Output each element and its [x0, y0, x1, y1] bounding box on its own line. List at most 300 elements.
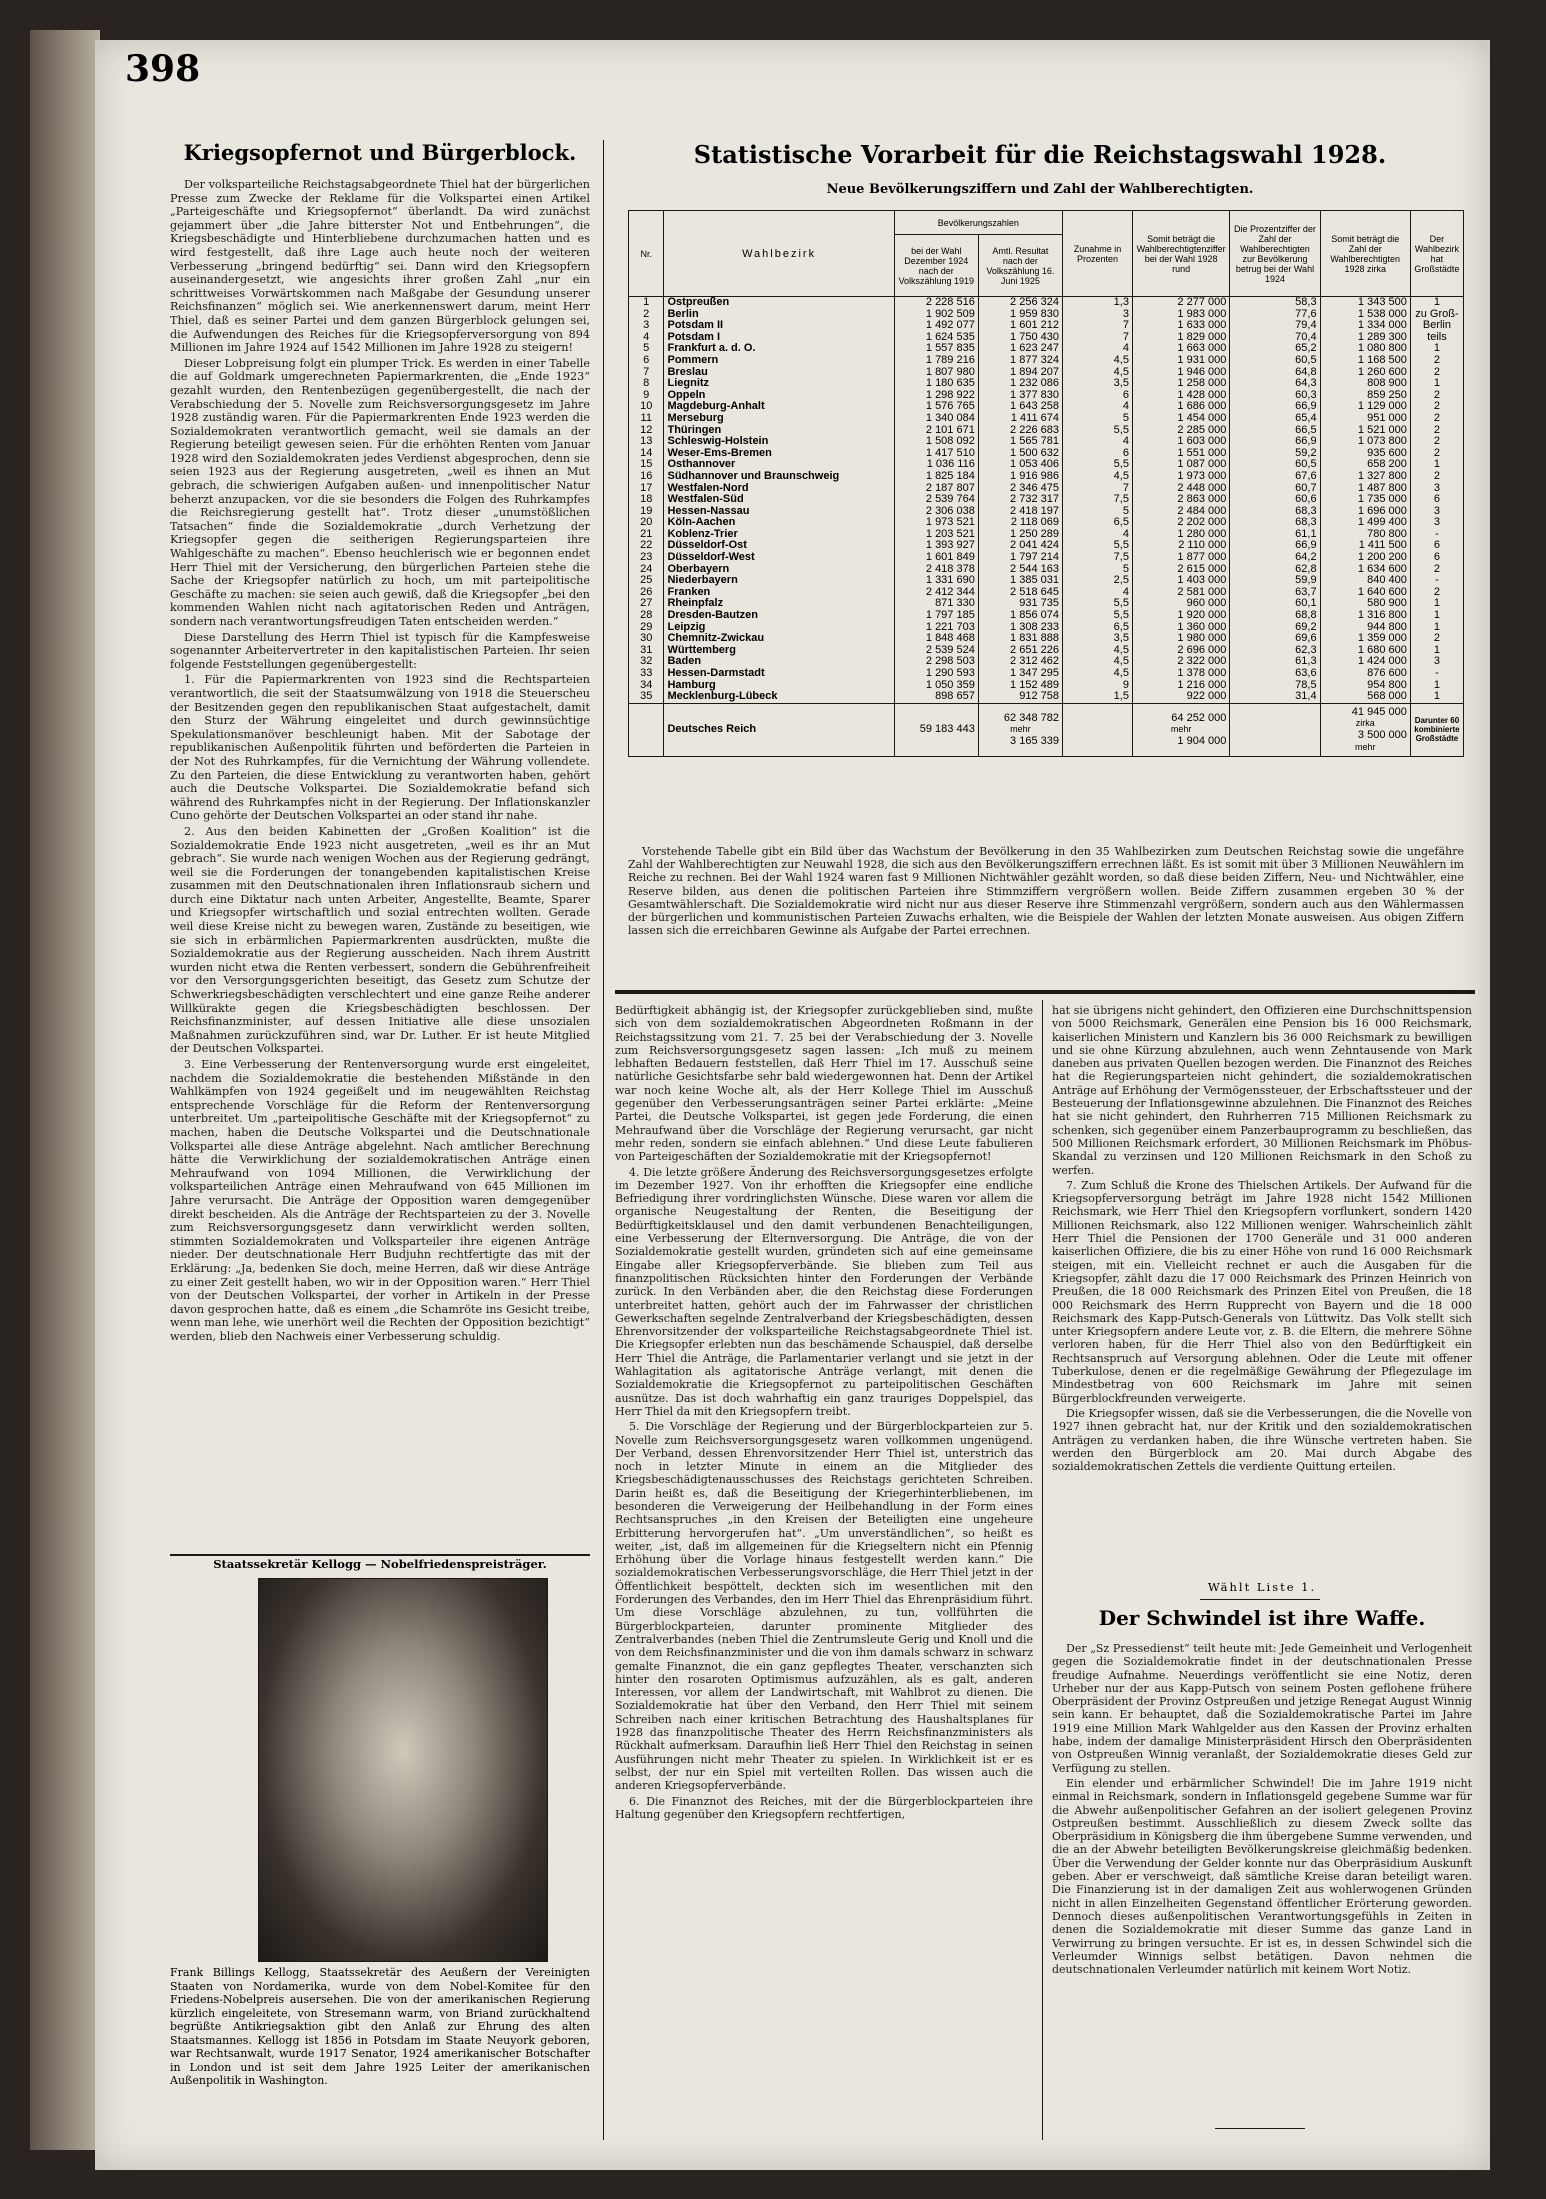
- table-cell-b24: 2 298 503: [894, 656, 978, 668]
- table-cell-name: Berlin: [664, 309, 894, 321]
- table-cell-name: Breslau: [664, 367, 894, 379]
- table-cell-z: 5,5: [1062, 540, 1132, 552]
- table-cell-g: 3: [1410, 517, 1463, 529]
- table-cell-nr: 8: [629, 378, 664, 390]
- table-cell-nr: 26: [629, 587, 664, 599]
- table-cell-z: 5,5: [1062, 425, 1132, 437]
- table-cell-b25: 2 312 462: [978, 656, 1062, 668]
- table-cell-b24: 1 298 922: [894, 390, 978, 402]
- table-cell-w24: 1 680 600: [1320, 645, 1410, 657]
- table-cell-z: 5: [1062, 564, 1132, 576]
- table-cell-w: 1 983 000: [1132, 309, 1229, 321]
- table-cell-name: Südhannover und Braunschweig: [664, 471, 894, 483]
- table-cell-z: 3,5: [1062, 378, 1132, 390]
- left-paragraph: Der volksparteiliche Reichstagsabgeordnete Thiel hat der bürgerlichen Presse zum Zwecke der Reklame für die Volkspartei einen Artikel „Parteigeschäfte und Kriegsopfernot“ überlandt. Da wird zunächst gejammert über „die Jahre bitterster Not und Entbehrungen“, die Kriegsbeschädigte und Hinterbliebene durchzumachen hatten und es wird festgestellt, daß ihre Lage auch heute noch der weiteren Verbesserung „bringend bedürftig“ sei. Dann wird den Kriegsopfern auseinandergesetzt, wie angesichts ihrer großen Zahl „nur ein schrittweises Vorwärtskommen nach Maßgabe der Gesundung unserer Reichsfinanzen“ möglich sei. Wie anerkennenswert darum, meint Herr Thiel, daß es seiner Partei und dem ganzen Bürgerblock gelungen sei, die Aufwendungen des Reiches für die Kriegsopferversorgung von 894 Millionen im Jahre 1924 auf 1542 Millionen im Jahre 1928 zu steigern!: [170, 178, 590, 355]
- table-subheadline: Neue Bevölkerungsziffern und Zahl der Wahlberechtigten.: [826, 182, 1254, 197]
- table-cell-b24: 898 657: [894, 691, 978, 703]
- table-cell-name: Düsseldorf-West: [664, 552, 894, 564]
- total-grossstaedte: Darunter 60 kombinierte Großstädte: [1410, 703, 1463, 756]
- table-cell-name: Oberbayern: [664, 564, 894, 576]
- table-cell-p: 66,9: [1230, 540, 1320, 552]
- table-cell-b25: 1 916 986: [978, 471, 1062, 483]
- table-cell-nr: 23: [629, 552, 664, 564]
- photo-top-rule: [170, 1554, 590, 1556]
- table-cell-p: 62,3: [1230, 645, 1320, 657]
- table-cell-b24: 1 557 835: [894, 343, 978, 355]
- table-cell-w24: 876 600: [1320, 668, 1410, 680]
- table-cell-g: -: [1410, 575, 1463, 587]
- header-wahlberechtigte-1924: Somit beträgt die Zahl der Wahlberechtigten 1928 zirka: [1320, 211, 1410, 297]
- table-cell-b25: 1 232 086: [978, 378, 1062, 390]
- table-cell-b24: 1 848 468: [894, 633, 978, 645]
- table-cell-g: 1: [1410, 297, 1463, 309]
- table-cell-p: 31,4: [1230, 691, 1320, 703]
- table-cell-p: 64,2: [1230, 552, 1320, 564]
- table-cell-w24: 1 343 500: [1320, 297, 1410, 309]
- header-wahlberechtigte: Somit beträgt die Wahlberechtigtenziffer bei der Wahl 1928 rund: [1132, 211, 1229, 297]
- table-cell-name: Chemnitz-Zwickau: [664, 633, 894, 645]
- table-cell-w24: 1 634 600: [1320, 564, 1410, 576]
- table-cell-name: Mecklenburg-Lübeck: [664, 691, 894, 703]
- table-row: [629, 552, 1464, 564]
- total-w-cell: [1132, 703, 1229, 756]
- table-cell-nr: 35: [629, 691, 664, 703]
- table-cell-nr: 18: [629, 494, 664, 506]
- table-cell-b24: 871 330: [894, 598, 978, 610]
- table-cell-z: 4: [1062, 401, 1132, 413]
- table-cell-b24: 1 624 535: [894, 332, 978, 344]
- table-cell-w: 2 285 000: [1132, 425, 1229, 437]
- table-row: [629, 610, 1464, 622]
- table-cell-nr: 28: [629, 610, 664, 622]
- table-cell-p: 60,5: [1230, 459, 1320, 471]
- table-cell-p: 63,7: [1230, 587, 1320, 599]
- header-prozent: Die Prozentziffer der Zahl der Wahlberechtigten zur Bevölkerung betrug bei der Wahl 1924: [1230, 211, 1320, 297]
- table-cell-w24: 1 696 000: [1320, 506, 1410, 518]
- total-b25-cell: [978, 703, 1062, 756]
- wahlliste-slogan: Wählt Liste 1.: [1207, 1580, 1317, 1594]
- table-cell-w: 960 000: [1132, 598, 1229, 610]
- table-cell-z: 2,5: [1062, 575, 1132, 587]
- table-cell-name: Rheinpfalz: [664, 598, 894, 610]
- table-cell-p: 60,5: [1230, 355, 1320, 367]
- table-cell-g: 1: [1410, 598, 1463, 610]
- table-cell-g: 3: [1410, 656, 1463, 668]
- table-cell-g: -: [1410, 529, 1463, 541]
- left-paragraph: 2. Aus den beiden Kabinetten der „Großen Koalition“ ist die Sozialdemokratie Ende 1923 nicht ausgetreten, „weil es ihr an Mut gebrach“. Sie wurde nach wenigen Wochen aus der Regierung gedrängt, weil sie die Forderungen der tonangebenden kapitalistischen Kreise zusammen mit den Deutschnationalen ihren Inflationsraub sichern und durch eine Diktatur nach unten Arbeiter, Angestellte, Beamte, Sparer und Kriegsopfer wirtschaftlich und sozial entrechten wollten. Gerade weil diese Kreise nicht zu bewegen waren, Zustände zu beseitigen, wie sie sich in erbärmlichen Papiermarkrenten ausdrückten, mußte die Sozialdemokratie aus der Regierung ausscheiden. Nach ihrem Austritt wurden nicht etwa die Renten verbessert, sondern die Gebührenfreiheit vor den Versorgungsgerichten beseitigt, das Gesetz zum Schutze der Schwerkriegsbeschädigten verschlechtert und eine ganze Reihe anderer Willkürakte gegen die Kriegsbeschädigten beschlossen. Der Reichsfinanzminister, auf dessen Initiative alle diese unsozialen Maßnahmen zurückzuführen sind, war Dr. Luther. Er ist heute Mitglied der Deutschen Volkspartei.: [170, 824, 590, 1056]
- table-cell-w: 1 551 000: [1132, 448, 1229, 460]
- election-statistics-table: [628, 210, 1464, 757]
- table-cell-w24: 1 735 000: [1320, 494, 1410, 506]
- total-w24-extra-label: zirka: [1355, 718, 1375, 729]
- table-cell-w24: 1 538 000: [1320, 309, 1410, 321]
- table-cell-name: Hessen-Nassau: [664, 506, 894, 518]
- table-cell-g: 2: [1410, 471, 1463, 483]
- table-cell-w24: 1 289 300: [1320, 332, 1410, 344]
- table-cell-z: 7: [1062, 320, 1132, 332]
- table-cell-nr: 6: [629, 355, 664, 367]
- table-cell-b25: 1 750 430: [978, 332, 1062, 344]
- table-cell-b24: 2 306 038: [894, 506, 978, 518]
- table-cell-b25: 2 651 226: [978, 645, 1062, 657]
- table-cell-nr: 21: [629, 529, 664, 541]
- table-cell-w: 1 454 000: [1132, 413, 1229, 425]
- table-cell-nr: 16: [629, 471, 664, 483]
- table-cell-name: Hamburg: [664, 680, 894, 692]
- table-cell-b25: 1 053 406: [978, 459, 1062, 471]
- table-cell-p: 64,8: [1230, 367, 1320, 379]
- kellogg-portrait-photo: [258, 1578, 548, 1962]
- table-cell-nr: 24: [629, 564, 664, 576]
- header-bev-1925: Amtl. Resultat nach der Volkszählung 16. Juni 1925: [978, 235, 1062, 297]
- table-cell-nr: 10: [629, 401, 664, 413]
- table-cell-nr: 5: [629, 343, 664, 355]
- table-cell-g: 2: [1410, 633, 1463, 645]
- cont-paragraph: Bedürftigkeit abhängig ist, der Kriegsopfer zurückgeblieben sind, mußte sich von dem sozialdemokratischen Abgeordneten Roßmann in der Reichstagssitzung vom 21. 7. 25 bei der Verabschiedung der 3. Novelle zum Reichsversorgungsgesetz sagen lassen: „Ich muß zu meinem lebhaften Bedauern feststellen, daß Herr Thiel im 17. Ausschuß seine natürliche Gesichtsfarbe sehr bald wiedergewonnen hat. Denn der Artikel war noch keine Woche alt, als der Herr Kollege Thiel im Ausschuß gegenüber den Verbesserungsanträgen seiner Partei erklärte: „Meine Partei, die Deutsche Volkspartei, ist gegen jede Forderung, die einen Mehraufwand über die Vorschläge der Regierung verursacht, gar nicht mehr reden, sondern sie einfach ablehnen.“ Und diese Leute fabulieren von Parteigeschäften der Sozialdemokratie mit der Kriegsopfernot!: [615, 1004, 1033, 1164]
- table-cell-w: 1 403 000: [1132, 575, 1229, 587]
- table-cell-g: Berlin: [1410, 320, 1463, 332]
- total-w24-cell: [1320, 703, 1410, 756]
- table-cell-nr: 33: [629, 668, 664, 680]
- table-cell-w: 1 087 000: [1132, 459, 1229, 471]
- total-b25-extra-label: mehr: [1010, 724, 1031, 735]
- total-w-extra-label: mehr: [1170, 724, 1192, 735]
- table-cell-name: Osthannover: [664, 459, 894, 471]
- table-cell-p: 59,2: [1230, 448, 1320, 460]
- table-cell-p: 61,1: [1230, 529, 1320, 541]
- table-cell-nr: 4: [629, 332, 664, 344]
- continuation-col-1: [615, 1004, 1033, 2144]
- table-cell-g: 1: [1410, 645, 1463, 657]
- table-cell-b25: 2 418 197: [978, 506, 1062, 518]
- total-b25-extra: 3 165 339: [1010, 734, 1059, 747]
- table-cell-g: 1: [1410, 691, 1463, 703]
- table-cell-g: 2: [1410, 564, 1463, 576]
- table-cell-w: 2 581 000: [1132, 587, 1229, 599]
- table-cell-b25: 2 346 475: [978, 483, 1062, 495]
- table-headline: Statistische Vorarbeit für die Reichstagswahl 1928.: [693, 140, 1387, 169]
- table-cell-w: 1 877 000: [1132, 552, 1229, 564]
- table-cell-w24: 1 327 800: [1320, 471, 1410, 483]
- table-cell-z: 5,5: [1062, 610, 1132, 622]
- table-cell-name: Westfalen-Süd: [664, 494, 894, 506]
- table-cell-p: 68,3: [1230, 506, 1320, 518]
- table-cell-p: 68,3: [1230, 517, 1320, 529]
- table-cell-g: 1: [1410, 459, 1463, 471]
- table-cell-b24: 1 417 510: [894, 448, 978, 460]
- table-cell-b24: 1 807 980: [894, 367, 978, 379]
- header-zunahme: Zunahme in Prozenten: [1062, 211, 1132, 297]
- table-cell-name: Dresden-Bautzen: [664, 610, 894, 622]
- table-cell-w: 1 946 000: [1132, 367, 1229, 379]
- table-cell-nr: 34: [629, 680, 664, 692]
- table-cell-w: 2 202 000: [1132, 517, 1229, 529]
- table-cell-w: 2 696 000: [1132, 645, 1229, 657]
- table-cell-z: 4,5: [1062, 471, 1132, 483]
- table-cell-z: 9: [1062, 680, 1132, 692]
- header-grossstaedte: Der Wahlbezirk hat Großstädte: [1410, 211, 1463, 297]
- left-article-body: [170, 178, 590, 1550]
- table-cell-b25: 1 308 233: [978, 622, 1062, 634]
- table-cell-z: 7,5: [1062, 552, 1132, 564]
- table-cell-b24: 1 508 092: [894, 436, 978, 448]
- table-cell-w: 1 280 000: [1132, 529, 1229, 541]
- table-cell-z: 7,5: [1062, 494, 1132, 506]
- table-cell-g: 3: [1410, 483, 1463, 495]
- table-cell-p: 70,4: [1230, 332, 1320, 344]
- total-b25: 62 348 782: [1003, 711, 1059, 724]
- column-divider-2: [1042, 1000, 1043, 2140]
- table-cell-g: 2: [1410, 587, 1463, 599]
- cont-paragraph: hat sie übrigens nicht gehindert, den Offizieren eine Durchschnittspension von 5000 Reichsmark, Generälen eine Pension bis 16 000 Reichsmark, kaiserlichen Ministern und Kanzlern bis 36 000 Reichsmark zu bewilligen und sie ohne Kürzung abzulehnen, auch wenn Zehntausende von Mark daneben aus privaten Quellen bezogen werden. Die Finanznot des Reiches hat die Regierungsparteien nicht gehindert, die sozialdemokratischen Anträge auf Erhöhung der Vermögenssteuer, der Erbschaftssteuer und der Besteuerung der Inflationsgewinne abzulehnen. Die Finanznot des Reiches hat sie nicht gehindert, den Ruhrherren 715 Millionen Reichsmark zu schenken, sich gegenüber einem Panzerbauprogramm zu beschließen, das 500 Millionen Reichsmark erfordert, 30 Millionen Reichsmark im Phöbus-Skandal zu verzinsen und 120 Millionen Reichsmark in den Schoß zu werfen.: [1052, 1004, 1472, 1177]
- table-cell-p: 61,3: [1230, 656, 1320, 668]
- table-cell-p: 60,3: [1230, 390, 1320, 402]
- table-cell-w: 2 277 000: [1132, 297, 1229, 309]
- table-cell-z: 3,5: [1062, 633, 1132, 645]
- table-cell-b25: 1 831 888: [978, 633, 1062, 645]
- table-cell-nr: 14: [629, 448, 664, 460]
- table-cell-name: Westfalen-Nord: [664, 483, 894, 495]
- table-cell-name: Schleswig-Holstein: [664, 436, 894, 448]
- table-cell-name: Köln-Aachen: [664, 517, 894, 529]
- table-cell-b24: 1 050 359: [894, 680, 978, 692]
- table-cell-g: 3: [1410, 506, 1463, 518]
- table-cell-b25: 1 797 214: [978, 552, 1062, 564]
- header-bevoelkerung: Bevölkerungszahlen: [894, 211, 1062, 235]
- header-wahlbezirk: Wahlbezirk: [664, 211, 894, 297]
- table-cell-name: Oppeln: [664, 390, 894, 402]
- table-cell-w: 1 980 000: [1132, 633, 1229, 645]
- table-cell-b24: 1 036 116: [894, 459, 978, 471]
- table-cell-z: 4,5: [1062, 645, 1132, 657]
- left-paragraph: Diese Darstellung des Herrn Thiel ist typisch für die Kampfesweise sogenannter Arbeitervertreter in den kapitalistischen Parteien. Ihr seien folgende Feststellungen gegenübergestellt:: [170, 630, 590, 671]
- table-total-row: [629, 703, 1464, 756]
- table-cell-w24: 1 316 800: [1320, 610, 1410, 622]
- cont-paragraph: 6. Die Finanznot des Reiches, mit der die Bürgerblockparteien ihre Haltung gegenüber den Kriegsopfern rechtfertigen,: [615, 1794, 1033, 1821]
- table-cell-p: 66,9: [1230, 401, 1320, 413]
- table-cell-b24: 2 101 671: [894, 425, 978, 437]
- table-cell-name: Pommern: [664, 355, 894, 367]
- table-cell-nr: 22: [629, 540, 664, 552]
- total-b24: 59 183 443: [894, 703, 978, 756]
- table-cell-w: 922 000: [1132, 691, 1229, 703]
- table-cell-p: 65,4: [1230, 413, 1320, 425]
- table-cell-name: Hessen-Darmstadt: [664, 668, 894, 680]
- table-cell-p: 66,5: [1230, 425, 1320, 437]
- table-cell-p: 77,6: [1230, 309, 1320, 321]
- table-cell-z: 4,5: [1062, 355, 1132, 367]
- table-cell-z: 6,5: [1062, 517, 1132, 529]
- table-cell-b25: 1 877 324: [978, 355, 1062, 367]
- table-cell-b25: 1 385 031: [978, 575, 1062, 587]
- table-cell-name: Weser-Ems-Bremen: [664, 448, 894, 460]
- table-cell-w: 1 360 000: [1132, 622, 1229, 634]
- table-cell-nr: 1: [629, 297, 664, 309]
- table-cell-b24: 2 187 807: [894, 483, 978, 495]
- table-cell-p: 62,8: [1230, 564, 1320, 576]
- table-cell-z: 6: [1062, 390, 1132, 402]
- table-cell-w24: 859 250: [1320, 390, 1410, 402]
- table-cell-w24: 1 521 000: [1320, 425, 1410, 437]
- table-cell-p: 66,9: [1230, 436, 1320, 448]
- table-cell-z: 6: [1062, 448, 1132, 460]
- table-cell-nr: 31: [629, 645, 664, 657]
- table-cell-w: 1 378 000: [1132, 668, 1229, 680]
- table-cell-b24: 2 539 524: [894, 645, 978, 657]
- table-cell-w24: 1 640 600: [1320, 587, 1410, 599]
- table-row: [629, 378, 1464, 390]
- table-cell-nr: 19: [629, 506, 664, 518]
- table-cell-g: teils: [1410, 332, 1463, 344]
- table-cell-p: 58,3: [1230, 297, 1320, 309]
- table-cell-w24: 1 200 200: [1320, 552, 1410, 564]
- table-cell-b24: 2 228 516: [894, 297, 978, 309]
- table-cell-w: 1 633 000: [1132, 320, 1229, 332]
- table-cell-nr: 27: [629, 598, 664, 610]
- table-cell-b24: 1 203 521: [894, 529, 978, 541]
- table-cell-b25: 1 643 258: [978, 401, 1062, 413]
- column-divider: [603, 140, 604, 2140]
- table-cell-name: Württemberg: [664, 645, 894, 657]
- table-cell-b24: 1 601 849: [894, 552, 978, 564]
- table-cell-nr: 11: [629, 413, 664, 425]
- table-cell-w24: 944 800: [1320, 622, 1410, 634]
- table-cell-nr: 29: [629, 622, 664, 634]
- table-cell-w24: 1 260 600: [1320, 367, 1410, 379]
- table-cell-g: 6: [1410, 494, 1463, 506]
- photo-caption: Frank Billings Kellogg, Staatssekretär des Aeußern der Vereinigten Staaten von Nordamerika, wurde von dem Nobel-Komitee für den Friedens-Nobelpreis ausersehen. Die von der amerikanischen Regierung kürzlich eingeleitete, von Stresemann warm, von Briand zurückhaltend begrüßte Antikriegsaktion gibt den Anlaß zur Ehrung des alten Staatsmannes. Kellogg ist 1856 in Potsdam im Staate Neuyork geboren, war Rechtsanwalt, wurde 1917 Senator, 1924 amerikanischer Botschafter in London und ist seit dem Jahre 1925 Leiter der amerikanischen Außenpolitik in Washington.: [170, 1966, 590, 2087]
- table-cell-g: 1: [1410, 378, 1463, 390]
- table-cell-nr: 9: [629, 390, 664, 402]
- table-cell-w24: 1 073 800: [1320, 436, 1410, 448]
- table-cell-b25: 1 565 781: [978, 436, 1062, 448]
- table-cell-b24: 1 797 185: [894, 610, 978, 622]
- table-cell-w: 1 428 000: [1132, 390, 1229, 402]
- table-row: [629, 668, 1464, 680]
- table-cell-p: 69,6: [1230, 633, 1320, 645]
- table-cell-p: 69,2: [1230, 622, 1320, 634]
- left-paragraph: 1. Für die Papiermarkrenten von 1923 sind die Rechtsparteien verantwortlich, die seit der Staatsumwälzung von 1918 die Steuerscheu der Besitzenden gegen den republikanischen Staat aufgestachelt, damit den Sturz der Währung eingeleitet und durch gewinnsüchtige Spekulationsmanöver beschleunigt haben. Mit der Sabotage der republikanischen Außenpolitik führten und beförderten die Parteien in der Not des Ruhrkampfes, für die Vernichtung der Währung vollendete. Zu den Parteien, die diese Entwicklung zu verantworten haben, gehört auch die Deutsche Volkspartei. Die Sozialdemokratie befand sich während des Ruhrkampfes nicht in der Regierung. Der Inflationskanzler Cuno gehörte der Deutschen Volkspartei an oder stand ihr nahe.: [170, 673, 590, 823]
- total-name: Deutsches Reich: [664, 703, 894, 756]
- table-cell-w: 1 663 000: [1132, 343, 1229, 355]
- table-cell-p: 78,5: [1230, 680, 1320, 692]
- table-cell-nr: 3: [629, 320, 664, 332]
- continuation-col-2: [1052, 1004, 1472, 1574]
- schwindel-paragraph: Der „Sz Pressedienst“ teilt heute mit: Jede Gemeinheit und Verlogenheit gegen die Sozialdemokratie findet in der deutschnationalen Presse freudige Aufnahme. Neuerdings veröffentlicht sie eine Notiz, deren Urheber nur der aus Kapp-Putsch von seinem Posten geflohene frühere Oberpräsident der Provinz Ostpreußen und jetzige Renegat August Winnig sein kann. Er behauptet, daß die Sozialdemokratische Partei im Jahre 1919 eine Million Mark Wahlgelder aus den Kassen der Provinz erhalten habe, indem der damalige Ministerpräsident Hirsch den Oberpräsidenten von Ostpreußen Winnig veranlaßt, der Sozialdemokratie dieses Geld zur Verfügung zu stellen.: [1052, 1642, 1472, 1775]
- total-w24: 41 945 000: [1351, 705, 1407, 718]
- table-cell-w24: 580 900: [1320, 598, 1410, 610]
- table-cell-w: 2 863 000: [1132, 494, 1229, 506]
- table-cell-w24: 840 400: [1320, 575, 1410, 587]
- table-cell-w24: 658 200: [1320, 459, 1410, 471]
- table-cell-name: Magdeburg-Anhalt: [664, 401, 894, 413]
- table-cell-w: 2 322 000: [1132, 656, 1229, 668]
- table-cell-b25: 1 250 289: [978, 529, 1062, 541]
- table-cell-g: zu Groß-: [1410, 309, 1463, 321]
- table-cell-nr: 17: [629, 483, 664, 495]
- table-cell-g: 1: [1410, 680, 1463, 692]
- table-cell-z: 4: [1062, 587, 1132, 599]
- table-cell-b24: 1 393 927: [894, 540, 978, 552]
- table-cell-w24: 1 487 800: [1320, 483, 1410, 495]
- table-cell-p: 64,3: [1230, 378, 1320, 390]
- table-cell-w: 2 110 000: [1132, 540, 1229, 552]
- table-cell-z: 4: [1062, 343, 1132, 355]
- table-cell-b25: 1 959 830: [978, 309, 1062, 321]
- table-row: [629, 436, 1464, 448]
- table-row: [629, 494, 1464, 506]
- page-number: 398: [125, 48, 201, 90]
- table-cell-w24: 780 800: [1320, 529, 1410, 541]
- table-cell-nr: 30: [629, 633, 664, 645]
- table-cell-z: 4,5: [1062, 668, 1132, 680]
- table-cell-nr: 32: [629, 656, 664, 668]
- table-cell-w24: 1 168 500: [1320, 355, 1410, 367]
- table-cell-b25: 1 411 674: [978, 413, 1062, 425]
- header-bev-1924: bei der Wahl Dezember 1924 nach der Volkszählung 1919: [894, 235, 978, 297]
- end-rule: [1215, 2128, 1305, 2129]
- table-cell-w24: 1 499 400: [1320, 517, 1410, 529]
- table-cell-w: 1 920 000: [1132, 610, 1229, 622]
- table-cell-name: Potsdam I: [664, 332, 894, 344]
- cont-paragraph: 4. Die letzte größere Änderung des Reichsversorgungsgesetzes erfolgte im Dezember 1927. Von ihr erhofften die Kriegsopfer eine endliche Befriedigung ihrer vordringlichsten Wünsche. Diese waren vor allem die organische Neugestaltung der Renten, die Beseitigung der Bedürftigkeitsklausel und den damit verbundenen Benachteiligungen, eine Verbesserung der Elternversorgung. Die Anträge, die von der Sozialdemokratie gestellt wurden, gründeten sich auf eine gemeinsame Eingabe aller Kriegsopferverbände. Sie blieben zum Teil aus finanzpolitischen Rücksichten hinter den Forderungen der Verbände zurück. In den Verbänden aber, die den Reichstag diese Forderungen unterbreitet hatten, gehört auch der im Fahrwasser der christlichen Gewerkschaften segelnde Zentralverband der Kriegsbeschädigten, dessen Ehrenvorsitzender der volksparteiliche Reichstagsabgeordnete Thiel ist. Die Kriegsopfer erlebten nun das beschämende Schauspiel, daß derselbe Herr Thiel die Anträge, die Parlamentarier verlangt und sie jetzt in der Wahlagitation als agitatorische Anträge verlangt, mit denen die Sozialdemokratie die Kriegsopfernot zu parteipolitischen Geschäften ausnütze. Das ist doch wahrhaftig ein ganz trauriges Doppelspiel, das Herr Thiel da mit den Kriegsopfern treibt.: [615, 1165, 1033, 1418]
- table-cell-z: 4: [1062, 529, 1132, 541]
- table-cell-g: 1: [1410, 610, 1463, 622]
- table-cell-b25: 1 347 295: [978, 668, 1062, 680]
- table-cell-w: 2 615 000: [1132, 564, 1229, 576]
- table-cell-w: 1 973 000: [1132, 471, 1229, 483]
- table-cell-b25: 1 623 247: [978, 343, 1062, 355]
- table-cell-b24: 1 340 084: [894, 413, 978, 425]
- schwindel-body: [1052, 1642, 1472, 2122]
- table-cell-b24: 1 180 635: [894, 378, 978, 390]
- table-cell-z: 4,5: [1062, 656, 1132, 668]
- table-cell-b24: 1 902 509: [894, 309, 978, 321]
- book-binding: [30, 30, 100, 2150]
- table-cell-nr: 25: [629, 575, 664, 587]
- table-cell-z: 4: [1062, 436, 1132, 448]
- table-cell-nr: 15: [629, 459, 664, 471]
- table-cell-b24: 1 492 077: [894, 320, 978, 332]
- table-cell-g: 2: [1410, 413, 1463, 425]
- table-cell-g: 6: [1410, 552, 1463, 564]
- table-cell-nr: 20: [629, 517, 664, 529]
- table-cell-w24: 1 411 500: [1320, 540, 1410, 552]
- table-cell-w: 1 686 000: [1132, 401, 1229, 413]
- table-cell-g: 2: [1410, 448, 1463, 460]
- table-cell-g: 2: [1410, 390, 1463, 402]
- table-cell-p: 67,6: [1230, 471, 1320, 483]
- table-cell-name: Niederbayern: [664, 575, 894, 587]
- table-cell-z: 7: [1062, 332, 1132, 344]
- table-cell-b25: 1 152 489: [978, 680, 1062, 692]
- table-cell-name: Franken: [664, 587, 894, 599]
- table-cell-b25: 1 377 830: [978, 390, 1062, 402]
- schwindel-headline: Der Schwindel ist ihre Waffe.: [1098, 1606, 1426, 1630]
- table-cell-p: 60,7: [1230, 483, 1320, 495]
- table-cell-w: 1 603 000: [1132, 436, 1229, 448]
- table-cell-b25: 2 226 683: [978, 425, 1062, 437]
- left-article-headline: Kriegsopfernot und Bürgerblock.: [183, 140, 577, 165]
- table-cell-b24: 1 973 521: [894, 517, 978, 529]
- table-cell-w24: 1 129 000: [1320, 401, 1410, 413]
- table-cell-z: 6,5: [1062, 622, 1132, 634]
- left-paragraph: 3. Eine Verbesserung der Rentenversorgung wurde erst eingeleitet, nachdem die Sozialdemokratie die bestehenden Mißstände in den Wahlkämpfen von 1924 gegeißelt und im neugewählten Reichstag entsprechende Vorschläge für die Reform der Rentenversorgung unterbreitet. Um „parteipolitische Geschäfte mit der Kriegsopfernot“ zu machen, haben die Deutsche Volkspartei und die Deutschnationale Volkspartei alle diese Anträge abgelehnt. Nach amtlicher Berechnung hätte die Verwirklichung der sozialdemokratischen Anträge einen Mehraufwand von 1094 Millionen, die Verwirklichung der volksparteilichen Anträge einen Mehraufwand von 645 Millionen im Jahre verursacht. Die Anträge der Opposition waren demgegenüber direkt bescheiden. Als die Anträge der Rechtsparteien zu der 3. Novelle zum Reichsversorgungsgesetz dann verwirklicht werden sollten, stimmten Sozialdemokraten und Volksparteiler ihre eigenen Anträge nieder. Der deutschnationale Herr Budjuhn rechtfertigte das mit der Erklärung: „Ja, bedenken Sie doch, meine Herren, daß wir diese Anträge zu einer Zeit gestellt haben, wo wir in der Opposition waren.“ Herr Thiel von der Deutschen Volkspartei, der vorher in Artikeln in der Presse davon gesprochen hatte, daß es einem „die Schamröte ins Gesicht treibe, wenn man lehe, wie unerhört weil die Rechten der Opposition bezichtigt“ werden, blieb den Nachweis einer Verbesserung schuldig.: [170, 1058, 590, 1343]
- table-cell-b25: 931 735: [978, 598, 1062, 610]
- table-row: [629, 471, 1464, 483]
- table-note: Vorstehende Tabelle gibt ein Bild über das Wachstum der Bevölkerung in den 35 Wahlbezirken zum Deutschen Reichstag sowie die ungefähre Zahl der Wahlberechtigten zur Neuwahl 1928, die sich aus den Bevölkerungsziffern errechnen läßt. Es ist somit mit über 3 Millionen Neuwählern im Reiche zu rechnen. Bei der Wahl 1924 waren fast 9 Millionen Nichtwähler gezählt worden, so daß diese beiden Ziffern, Neu- und Nichtwähler, eine Reserve bilden, aus denen die politischen Parteien ihre Stimmziffern vergrößern wollen. Beide Ziffern zusammen ergeben 30 % der Gesamtwählerschaft. Die Sozialdemokratie wird nicht nur aus dieser Reserve ihre Stimmenzahl vergrößern, sondern auch aus den Wählermassen der bürgerlichen und kommunistischen Parteien Zuwachs erhalten, wie die Beispiele der Wahlen der letzten Monate ausweisen. Aus obigen Ziffern lassen sich die erreichbaren Gewinne als Aufgabe der Partei errechnen.: [628, 845, 1464, 938]
- table-cell-w24: 935 600: [1320, 448, 1410, 460]
